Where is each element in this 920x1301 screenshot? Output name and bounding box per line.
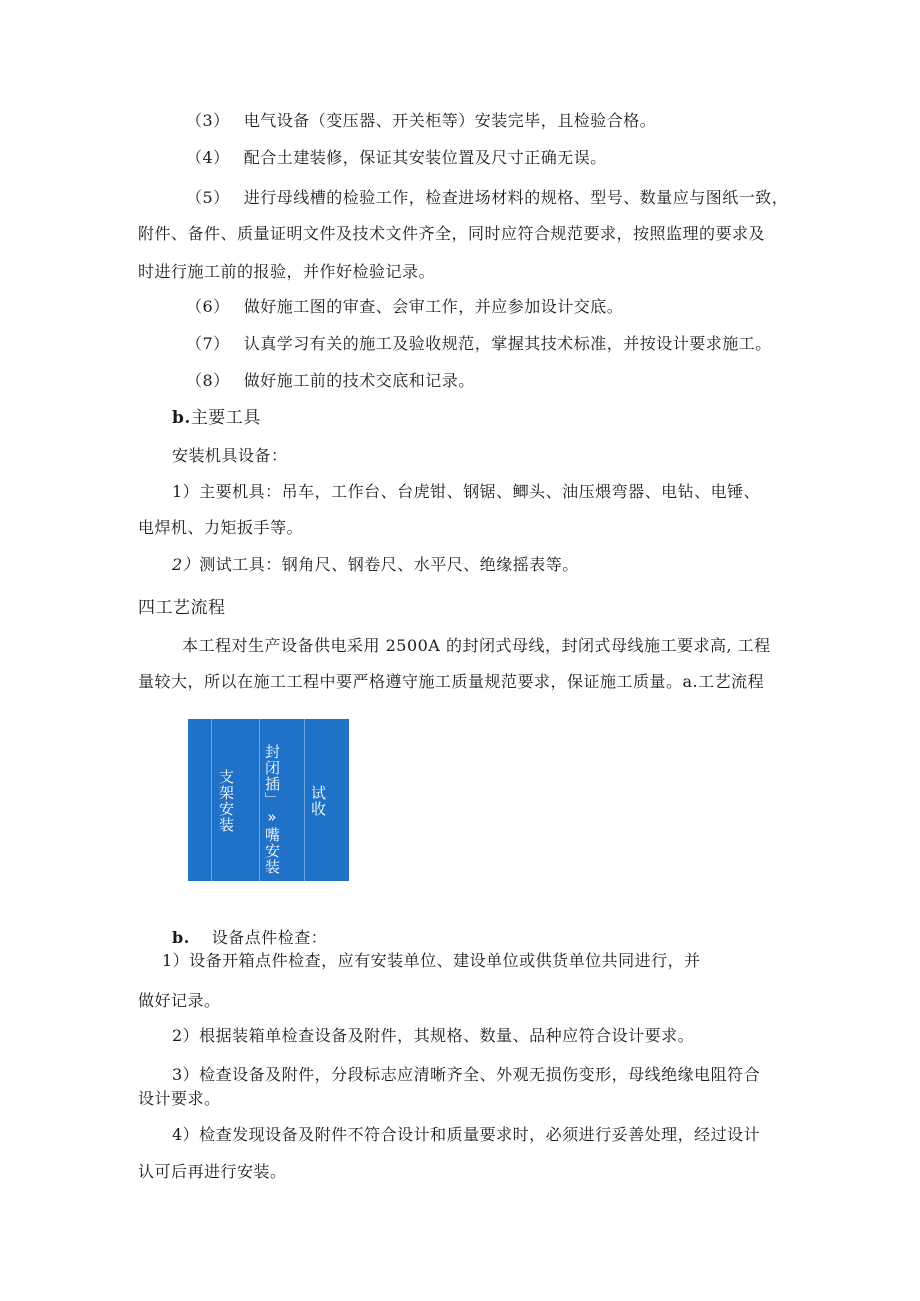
item-text: 配合土建装修，保证其安装位置及尺寸正确无误。 xyxy=(243,148,607,167)
process-flow-diagram xyxy=(188,719,349,881)
tools-item-1: 1）主要机具：吊车，工作台、台虎钳、钢锯、鲫头、油压煨弯器、电钻、电锤、 xyxy=(172,482,761,501)
prep-item-5-cont-2 xyxy=(138,262,435,282)
prep-item-5 xyxy=(186,188,788,208)
flow-divider xyxy=(259,719,260,881)
item-number: （4） xyxy=(186,148,230,167)
process-paragraph-line-2: 量较大，所以在施工工程中要严格遵守施工质量规范要求，保证施工质量。a.工艺流程 xyxy=(138,672,765,691)
item-text: 做好施工前的技术交底和记录。 xyxy=(243,371,475,390)
flow-divider xyxy=(304,719,305,881)
item-text: 时进行施工前的报验，并作好检验记录。 xyxy=(138,262,436,281)
tools-item-1-cont: 电焊机、力矩扳手等。 xyxy=(138,518,304,537)
flow-divider xyxy=(211,719,212,881)
item-text: 电气设备（变压器、开关柜等）安装完毕，且检验合格。 xyxy=(243,111,657,130)
inspection-item-1: 1）设备开箱点件检查，应有安装单位、建设单位或供货单位共同进行，并 xyxy=(162,951,701,970)
item-text: 认真学习有关的施工及验收规范，掌握其技术标准，并按设计要求施工。 xyxy=(243,334,772,353)
item-number: 2） xyxy=(172,555,200,574)
heading-text: 设备点件检查： xyxy=(211,928,328,947)
heading-text: 主要工具 xyxy=(190,408,261,428)
tools-subheading: 安装机具设备： xyxy=(172,446,288,465)
prep-item-5-cont-1 xyxy=(138,224,765,244)
item-text: 进行母线槽的检验工作，检查进场材料的规格、型号、数量应与图纸一致， xyxy=(243,188,789,207)
item-number: （3） xyxy=(186,111,230,130)
process-heading: 四工艺流程 xyxy=(138,598,226,618)
prep-item-3 xyxy=(186,111,656,131)
inspection-item-4-cont: 认可后再进行安装。 xyxy=(138,1162,287,1181)
flow-step-bracket-install: 支架安装 xyxy=(217,769,235,833)
prep-item-7 xyxy=(186,334,772,354)
prep-item-8 xyxy=(186,371,475,391)
process-paragraph-line-1: 本工程对生产设备供电采用 2500A 的封闭式母线，封闭式母线施工要求高, 工程 xyxy=(182,636,771,655)
item-text: 做好施工图的审查、会审工作，并应参加设计交底。 xyxy=(243,297,624,316)
item-number: （6） xyxy=(186,297,230,316)
item-number: （5） xyxy=(186,188,230,207)
prep-item-6 xyxy=(186,297,623,317)
inspection-item-3: 3）检查设备及附件，分段标志应清晰齐全、外观无损伤变形，母线绝缘电阻符合 xyxy=(172,1065,761,1084)
item-number: （8） xyxy=(186,371,230,390)
prep-item-4 xyxy=(186,148,607,168)
heading-marker: b. xyxy=(172,928,190,947)
flow-step-acceptance: 试收 xyxy=(309,785,327,817)
inspection-item-1-cont: 做好记录。 xyxy=(138,991,221,1010)
item-text: 附件、备件、质量证明文件及技术文件齐全，同时应符合规范要求，按照监理的要求及 xyxy=(138,224,766,243)
inspection-item-3-cont: 设计要求。 xyxy=(138,1089,221,1108)
inspection-heading xyxy=(172,928,327,948)
tools-item-2 xyxy=(172,555,579,575)
flow-step-plug-install: 封闭插」»嘴安装 xyxy=(263,744,281,875)
tools-heading xyxy=(172,408,261,428)
item-text: 测试工具：钢角尺、钢卷尺、水平尺、绝缘摇表等。 xyxy=(199,555,579,574)
heading-marker: b. xyxy=(172,408,191,428)
inspection-item-4: 4）检查发现设备及附件不符合设计和质量要求时，必须进行妥善处理，经过设计 xyxy=(172,1125,761,1144)
item-number: （7） xyxy=(186,334,230,353)
inspection-item-2: 2）根据装箱单检查设备及附件，其规格、数量、品种应符合设计要求。 xyxy=(172,1026,695,1045)
